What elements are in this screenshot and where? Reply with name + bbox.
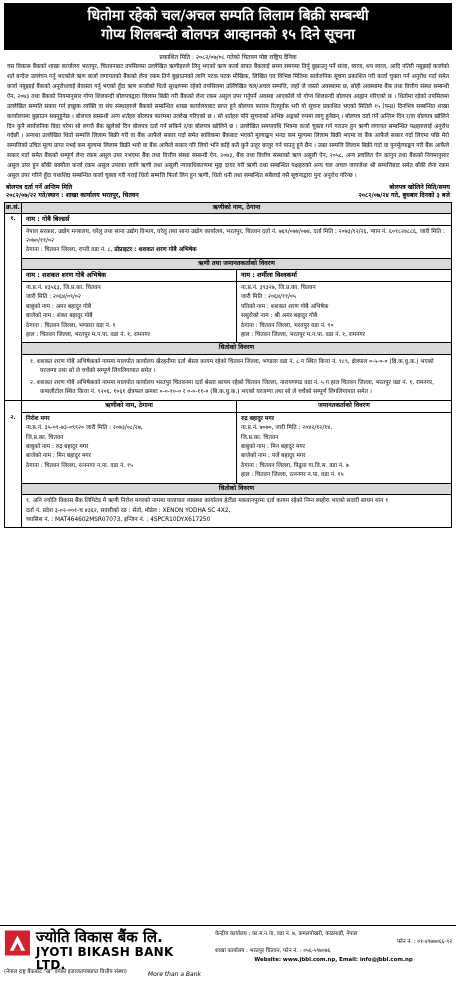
- entry1-address: ठेगाना : चितवन जिल्ला, राप्ती वडा नं. ८,: [26, 247, 113, 254]
- branch-office: शाखा कार्यालय : भरतपुर चितवन, फोन नं. : ०५६-५९७०७६: [215, 947, 331, 954]
- bank-website: Website: www.jbbl.com.np, Email: info@jbbl.com.np: [254, 957, 413, 964]
- guarantor2-line: पतिको नाम : शशकत शरण गोबै अभिषेक: [241, 303, 329, 310]
- guarantor2-line: ना.प्र.नं. ३९३२७, जि.प्र.का. चितवन: [241, 285, 316, 292]
- bank-tagline: More than a Bank: [147, 970, 201, 978]
- guarantor-line: हाल : चितवन जिल्ला, रत्ननगर न.पा. वडा नं. १५: [241, 472, 344, 479]
- guarantor-line: ना.प्र.नं. ७०७०, जारी मिति : २०४२/१२/१४,: [241, 425, 333, 432]
- entry2-sn: २.: [5, 401, 22, 528]
- entry2-guarantor-name: रुद्र बहादुर मगर: [241, 415, 275, 422]
- bank-name-nepali: ज्योति विकास बैंक लि.: [35, 928, 163, 946]
- guarantor2-details: [237, 282, 451, 342]
- borrower-line: बाबुको नाम : रुद्र बहादुर मगर: [26, 444, 89, 451]
- guarantor1-line: बाबुको नाम : अमर बहादुर गोबै: [26, 303, 92, 310]
- guarantor2-line: हाल : चितवन जिल्ला, भरतपुर म.न.पा. वडा नं. १, रामनगर: [241, 331, 366, 338]
- bank-logo-icon: [4, 929, 31, 957]
- entry2-borrower-header: ऋणीको नाम, ठेगाना: [22, 401, 236, 412]
- collateral-item: च्यासिस नं. : MAT464602MSR07073, इन्जिन नं. : 4SPCR10DYX617250: [26, 516, 211, 523]
- guarantor1-details: [22, 282, 236, 342]
- table-row: [5, 401, 452, 528]
- notice-body: यस विकास बैंकको शाखा कार्यालय भरतपुर, चितवनबाट तपसिलमा उल्लेखित ऋणीहरुले लिनु भएको ऋण कर्जा बापत बैंकलाई समय समयमा तिर्नु बुझाउनु पर्ने सांवा, ब्याज, थप ब्याज, आदि नतिरी नबुझाई कर्जाको शर्त बन्देज उल्लंघन गर्नु भएकोले ऋण कर्जा लगायतको बैंकको लेना रकम तिर्न बुझाउनको लागि पटक पटक मौखिक, लिखित एव विभिन्न मितिमा सार्वजनिक सूचना प्रकाशित गरी कर्जा चुक्ता गर्न अनुरोध गर्दा समेत कर्जा नबुझाई बैंकको अनुरोधलाई बेवास्ता गर्नु भएको हुँदा ऋण कर्जाको धितो सुरक्षणमा रहेको तपसिलमा उल्लिखित चल/अचल सम्पत्ति, जहाँ जे जस्तो अवस्थामा छ, सोही अवस्थामा बैंक तथा वित्तीय संस्था सम्बन्धी ऐन, २०७३ तथा बैंकको नियमानुसार गोप्य शिलबन्दी बोलपत्रद्वारा लिलाम बिक्री गरी बैंकको लेना रकम असुल उपर गर्नुपर्ने अवस्था आएकोले यो गोप्य शिलबन्दी बोलपत्र आह्वान गरिएको छ । धितोमा रहेको तपसिलमा उल्लेखित सम्पति सकार गर्न इच्छुक व्यक्ति वा संघ संस्थाहरुले बैंकको सम्बन्धित शाखा कार्यालयबाट प्राप्त हुने बोलपत्र फाराम रितपूर्वक भरी यो सूचना प्रकाशित भएको मितिले १५ (पन्ध्र) दिनभित्र सम्बन्धित शाखा कार्यालयमा बुझाउन सक्नुहुनेछ । बोलपत्र सम्बन्धी अन्य शर्तहरु बोलपत्र फारममा उल्लेख गरिएको छ । सो शर्तहरु पनि सूचनाको अभिन्न अङ्गको रुपमा लागु हुनेछन् । बोलपत्र दर्ता गर्ने अन्तिम दिन र/वा बोलपत्र खोलिने दिन कुनै सार्वजनिक बिदा परेमा सो लगत्तै बैंक खुलेको दिन बोलपत्र दर्ता गर्न सकिने र/वा बोलपत्र खोलिने छ । उल्लेखित समयावधि भित्रमा कर्जा चुक्ता गर्न गराउन हुन ऋणी लगायत सम्बन्धित पक्षहरुलाई अनुरोध गर्दछौं । अन्यथा उल्लेखित धितो सम्पत्ति लिलाम बिक्री गरी वा बैंक आफैले सकार गर्दा समेत साविकमा बैंकबाट भएको मूल्याङ्कन भन्दा कम मूल्यमा लिलाम बिक्री भएमा वा बैंक आफैले सकार गर्दा लिएमा पछि मेरो सम्पत्तिको उचित मूल्य प्राप्त नभई कम मूल्यमा लिलाम बिक्री भयो वा बैंक आफैले सकार गरि लियो भनि कहिं कतै कुनै उजुर बाजुर गर्न पाउनु हुने छैन । उक्त सम्पत्ति लिलाम बिक्री गर्दा वा पुनर्मूल्याङ्कन गरी बैंक आफैले सकार गर्दा समेत बैंकको सम्पूर्ण लेना रकम असुल उपर नभएमा बैंक तथा वित्तीय संस्था सम्बन्धी ऐन, २०७३, बैंक तथा वित्तीय संस्थाको ऋण असुली ऐन, २०५८, अन्य प्रचलित ऐन कानुन तथा बैंकको नियमानुसार असुल उपर हुन बाँकी बक्यौता कर्जा रकम असुल उपरका लागि ऋणी तथा असुली न्यायाधिकरणमा मुद्दा दायर गरी ऋणी तथा सम्बन्धित पक्षहरुको अन्य चल अचल जायजेथा श्री सम्पत्तिबाट समेत बाँकी लेना रकम असुल उपर गरिने हुँदा यथाशिघ्र सम्बन्धित कर्जा चुक्ता गरी गराई धितो सम्पत्ति फिर्ता लिन हुन ऋणी, धितो धनी तथा सम्बन्धित सबैलाई यसै सूचनाद्वारा पुनः अनुरोध गरिन्छ ।: [7, 64, 449, 179]
- borrower-header: ऋणीको नाम, ठेगाना: [22, 202, 452, 214]
- entry2-headers: [22, 401, 451, 413]
- bank-footer: [0, 925, 456, 985]
- guarantor-line: बाजेको नाम : पर्जे बहादुर मगर: [241, 453, 306, 460]
- bank-contact: [205, 926, 456, 985]
- guarantor2-line: ठेगाना : चितवन जिल्ला, भरतपुर वडा नं. १०: [241, 322, 334, 329]
- guarantor2-line: ससुरोको नाम : श्री अमर बहादुर गोबै: [241, 313, 318, 320]
- guarantor1-line: जारी मिति : २०६४/०९/०२: [26, 294, 81, 301]
- deadline-value: २०८२/०७/२२ गते/स्थान : शाखा कार्यालय भरतपुर, चितवन: [6, 192, 139, 200]
- auction-table: [4, 202, 452, 529]
- entry2-guarantor-header: जमानतकर्ताको विवरण: [236, 401, 451, 412]
- collateral-item: २. शशकत शरण गोबै अभिषेकको नाममा मालपोत कार्यालय भरतपुर चितवनमा दर्ता श्रेस्ता कायम रहेको चितवन जिल्ला, नारायणगढ वडा नं. ५ ग हाल चितवन जिल्ला, भरतपुर वडा नं. १, रामनगर, कपालीटोल स्थित कित्ता नं. १२०६, १०६१ क्षेत्रफल क्रमशः ०-०-१०-० र ०-०-११-० (बि.क.धु.क.) भएको घरजग्गा तथा सो ले चर्चेको सम्पूर्ण लिगलिगापात समेत ।: [30, 379, 435, 396]
- entry1-guarantor-header: ऋणी तथा जमानतकर्ताको विवरण: [22, 258, 451, 271]
- borrower-line: ठेगाना : चितवन जिल्ला, रत्ननगर न.पा. वडा नं. १५: [26, 462, 133, 469]
- entry1-registration: नेपाल सरकार, उद्योग मन्त्रालय, घरेलु तथा साना उद्योग विभाग, घरेलु तथा साना उद्योग कार्यालय, भरतपुर, चितवन दर्ता नं. ७६९/०७४/०७४, दर्ता मिति : २०७३/१२/२६, प्यान नं. ६०१८२४८८६, जारी मिति : २०७०/११/०२: [26, 228, 445, 245]
- guarantor1-line: हाल : चितवन जिल्ला, भरतपुर म.न.पा. वडा नं. १, रामनगर: [26, 331, 151, 338]
- entry2-collateral-list: [22, 495, 451, 527]
- entry1-collateral-header: धितोको विवरण: [22, 342, 451, 355]
- table-row: [5, 214, 452, 401]
- bank-name-english: JYOTI BIKASH BANK LTD.: [35, 944, 174, 972]
- guarantor-line: जि.प्र.का. चितवन: [241, 434, 279, 441]
- entry2-guarantor: [236, 413, 451, 483]
- deadline-label: बोलपत्र दर्ता गर्ने अन्तिम मिति: [6, 183, 73, 191]
- entry2-parties: [22, 413, 451, 483]
- guarantor-line: बाबुको नाम : मिन बहादुर मगर: [241, 444, 306, 451]
- guarantor2-line: जारी मिति : २०६४/११/०५: [241, 294, 296, 301]
- collateral-item: दर्ता नं. प्रदेश ३-०२-००१-च ४३६२, सवारीको रङ : सेतो, मोडेल : XENON YODHA SC 4X2,: [26, 507, 231, 514]
- dates-values-row: [4, 192, 452, 200]
- sn-header: क्र.सं.: [5, 202, 22, 214]
- notice-title-bar: [4, 3, 452, 50]
- entry1-collateral-list: [22, 355, 451, 401]
- guarantor1-name: नाम : शशकत शरण गोबै अभिषेक: [22, 270, 236, 282]
- guarantor-line: ठेगाना : चितवन जिल्ला, पिढुवा गा.वि.स. वडा नं. ७: [241, 462, 349, 469]
- entry2-borrower: [22, 413, 236, 483]
- dates-labels-row: [4, 184, 452, 192]
- published-date: प्रकाशित मिति : २०८२/०७/०८ गतेको चितवन पोष्ट राष्ट्रिय दैनिक: [159, 54, 297, 62]
- guarantor1-line: ठेगाना : चितवन जिल्ला, भण्डारा वडा नं. १: [26, 322, 116, 329]
- borrower-line: बाजेको नाम : मिन बहादुर मगर: [26, 453, 92, 460]
- collateral-item: १. अनि ज्योति विकास बैंक लिमिटेड मै ऋणी निरोश मगरको नाममा यातायात व्यवस्था कार्यालय हेटौंडा मकवानपुरमा दर्ता कायम रहेको निम्न ब्यहोरा भएको सवारी साधन थान १: [26, 498, 389, 505]
- entry1-sn: १.: [5, 214, 22, 401]
- opening-label: बोलपत्र खोलिने मिति/समय: [389, 183, 450, 191]
- entry1-guarantors: [22, 270, 451, 342]
- entry2-borrower-name: निरोश मगर: [26, 415, 50, 422]
- notice-title-line2: गोप्य शिलबन्दी बोलपत्र आव्हानको १५ दिने सूचना: [101, 27, 355, 44]
- guarantor2-name: नाम : शर्मीला विश्वकर्मा: [237, 270, 451, 282]
- borrower-line: जि.प्र.का. चितवन: [26, 434, 64, 441]
- entry1-details: [22, 226, 451, 258]
- guarantor1-line: ना.प्र.नं. ४३५६३, जि.प्र.का. चितवन: [26, 285, 101, 292]
- borrower-line: ना.प्र.नं. ३५-०१-७३-०९९२० जारी मिति : २०७३/०८/२७,: [26, 425, 143, 432]
- opening-value: २०८२/०७/२४ गते, बुधबार दिनको ३ बजे: [358, 192, 450, 200]
- entry1-borrower-name: नाम : गोबै बिल्डर्स: [22, 214, 451, 226]
- central-office: केन्द्रीय कार्यालय : का.म.न.पा. वडा नं. ७, कमलपोखरी, काठमाडौं, नेपाल: [215, 931, 358, 937]
- notice-title-line1: धितोमा रहेको चल/अचल सम्पति लिलाम बिक्री सम्बन्धी: [87, 8, 369, 24]
- central-phone: फोन नं. : ०१-४९७७०६६-९२: [397, 939, 452, 946]
- entry1-proprietor: प्रोप्राइटर : शशकत शरण गोबै अभिषेक: [114, 247, 197, 254]
- regulator-note: (नेपाल राष्ट्र बैंकबाट "ख" वर्गको इजाजतपत्रप्राप्त वित्तीय संस्था): [4, 969, 127, 975]
- entry2-collateral-header: धितोको विवरण: [22, 483, 451, 496]
- guarantor1-line: बाजेको नाम : शंकर बहादुर गोबै: [26, 313, 93, 320]
- collateral-item: १. शशकत शरण गोबै अभिषेकको नाममा मालपोत कार्यालय खैरहनीमा दर्ता श्रेस्ता कायम रहेको चितवन जिल्ला, भण्डारा वडा नं. ८ ग स्थित कित्ता नं. १८९, क्षेत्रफल ०-५-०-० (बि.क.धु.क.) भएको घरजग्गा तथा सो ले चर्चेको सम्पूर्ण लिगलिगापात समेत ।: [30, 358, 434, 375]
